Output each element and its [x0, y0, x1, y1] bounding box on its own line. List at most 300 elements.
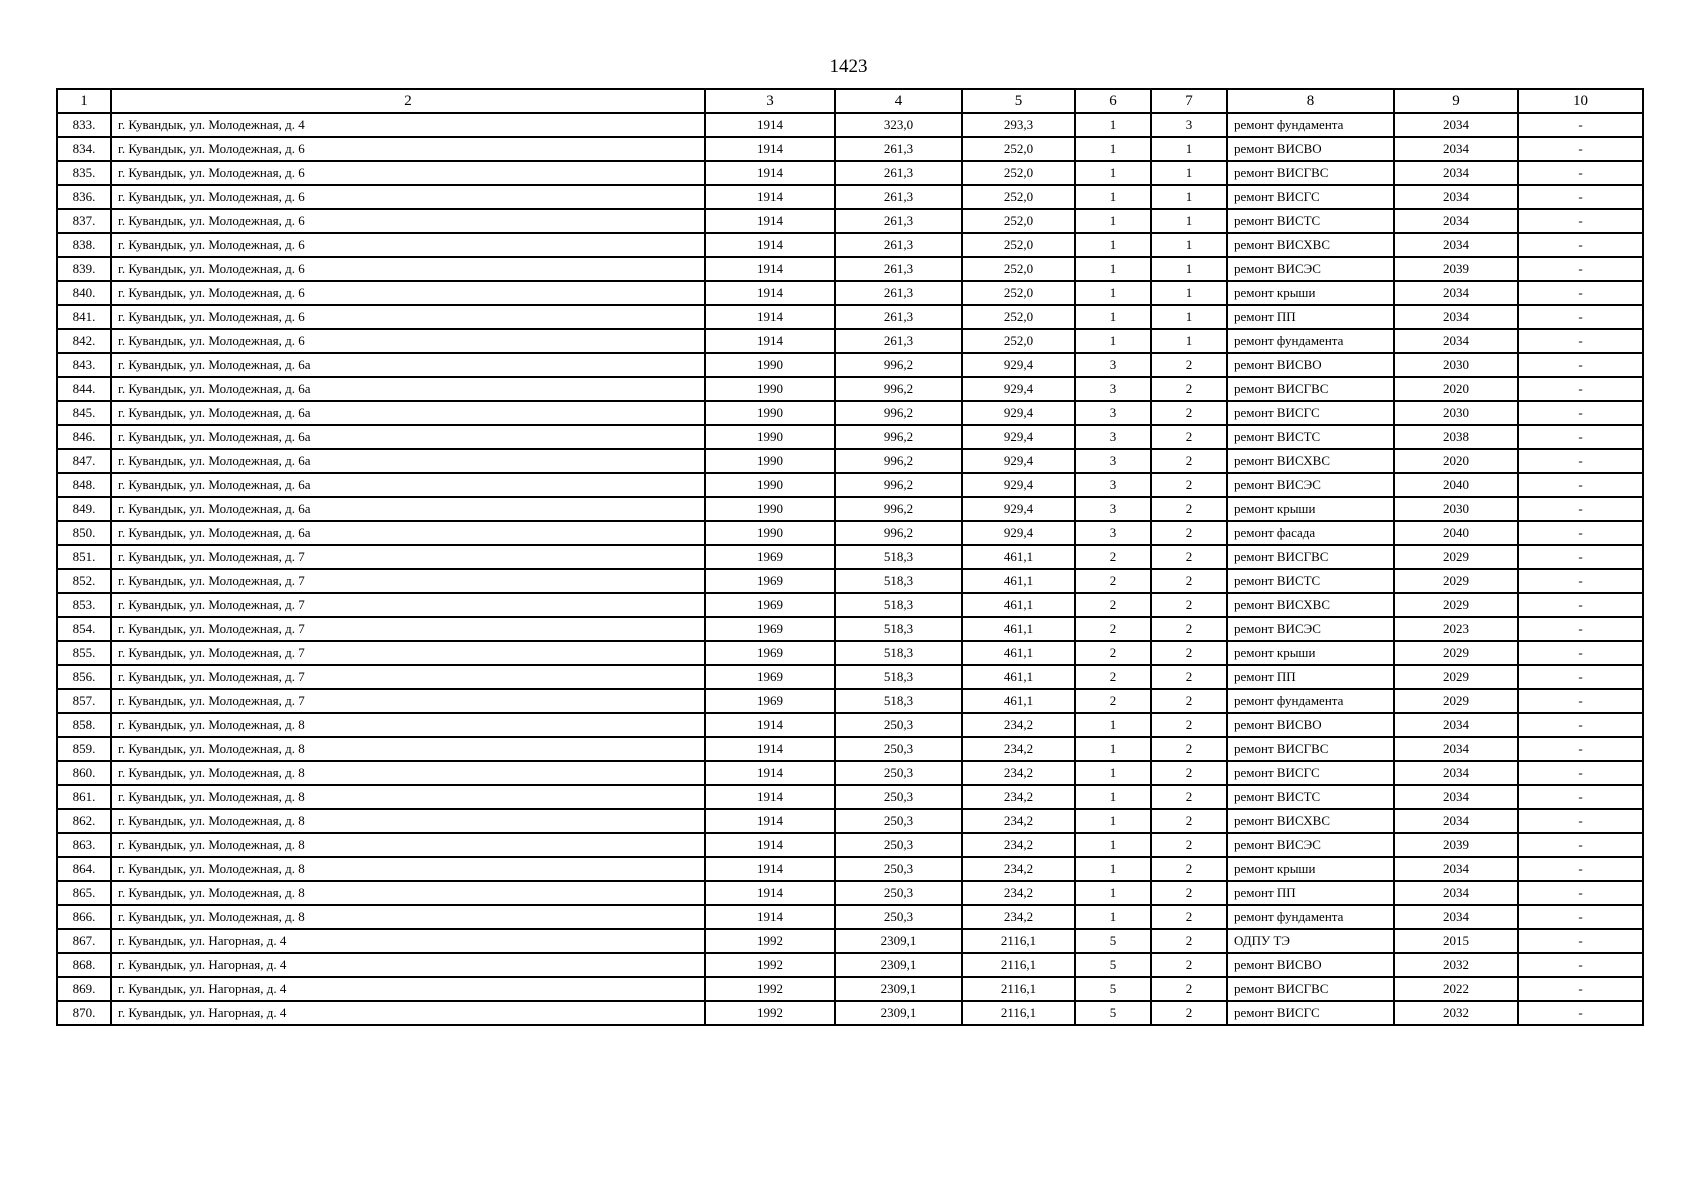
cell-floors: 1	[1075, 809, 1151, 833]
cell-address: г. Кувандык, ул. Молодежная, д. 8	[111, 737, 705, 761]
cell-living-area: 252,0	[962, 185, 1075, 209]
cell-address: г. Кувандык, ул. Молодежная, д. 6	[111, 257, 705, 281]
cell-row-number: 842.	[57, 329, 111, 353]
cell-floors: 1	[1075, 761, 1151, 785]
cell-living-area: 929,4	[962, 521, 1075, 545]
table-row	[57, 977, 1643, 1001]
cell-total-area: 996,2	[835, 449, 962, 473]
cell-floors: 2	[1075, 593, 1151, 617]
cell-work-type: ремонт фундамента	[1227, 689, 1394, 713]
cell-address: г. Кувандык, ул. Молодежная, д. 6	[111, 233, 705, 257]
cell-year-built: 1990	[705, 449, 835, 473]
cell-note: -	[1518, 185, 1643, 209]
cell-entrances: 2	[1151, 593, 1227, 617]
cell-row-number: 844.	[57, 377, 111, 401]
cell-year-built: 1990	[705, 401, 835, 425]
cell-note: -	[1518, 305, 1643, 329]
cell-living-area: 929,4	[962, 377, 1075, 401]
cell-note: -	[1518, 257, 1643, 281]
cell-living-area: 2116,1	[962, 977, 1075, 1001]
cell-row-number: 843.	[57, 353, 111, 377]
cell-year-built: 1969	[705, 689, 835, 713]
cell-total-area: 250,3	[835, 761, 962, 785]
cell-floors: 1	[1075, 785, 1151, 809]
cell-row-number: 853.	[57, 593, 111, 617]
cell-planned-year: 2030	[1394, 401, 1518, 425]
cell-year-built: 1992	[705, 977, 835, 1001]
cell-work-type: ремонт крыши	[1227, 857, 1394, 881]
cell-address: г. Кувандык, ул. Молодежная, д. 6а	[111, 521, 705, 545]
cell-entrances: 2	[1151, 809, 1227, 833]
cell-year-built: 1969	[705, 593, 835, 617]
cell-living-area: 929,4	[962, 353, 1075, 377]
cell-address: г. Кувандык, ул. Нагорная, д. 4	[111, 953, 705, 977]
table-row	[57, 881, 1643, 905]
cell-entrances: 2	[1151, 353, 1227, 377]
cell-floors: 1	[1075, 257, 1151, 281]
cell-living-area: 461,1	[962, 641, 1075, 665]
cell-living-area: 461,1	[962, 689, 1075, 713]
cell-planned-year: 2029	[1394, 665, 1518, 689]
cell-year-built: 1914	[705, 185, 835, 209]
cell-total-area: 996,2	[835, 497, 962, 521]
cell-row-number: 858.	[57, 713, 111, 737]
cell-work-type: ремонт ВИСГС	[1227, 1001, 1394, 1025]
cell-total-area: 250,3	[835, 905, 962, 929]
cell-planned-year: 2032	[1394, 953, 1518, 977]
cell-living-area: 461,1	[962, 545, 1075, 569]
table-row	[57, 185, 1643, 209]
cell-floors: 1	[1075, 329, 1151, 353]
cell-living-area: 929,4	[962, 401, 1075, 425]
cell-year-built: 1990	[705, 497, 835, 521]
table-row	[57, 449, 1643, 473]
cell-work-type: ремонт ВИСТС	[1227, 209, 1394, 233]
cell-note: -	[1518, 665, 1643, 689]
cell-address: г. Кувандык, ул. Молодежная, д. 7	[111, 545, 705, 569]
cell-living-area: 252,0	[962, 329, 1075, 353]
cell-year-built: 1914	[705, 209, 835, 233]
cell-year-built: 1914	[705, 113, 835, 137]
cell-floors: 5	[1075, 953, 1151, 977]
cell-floors: 1	[1075, 233, 1151, 257]
table-row	[57, 161, 1643, 185]
cell-note: -	[1518, 809, 1643, 833]
cell-total-area: 250,3	[835, 833, 962, 857]
cell-living-area: 252,0	[962, 281, 1075, 305]
cell-note: -	[1518, 953, 1643, 977]
cell-address: г. Кувандык, ул. Молодежная, д. 8	[111, 857, 705, 881]
cell-work-type: ремонт ВИСГС	[1227, 761, 1394, 785]
column-header: 1	[57, 89, 111, 113]
cell-row-number: 836.	[57, 185, 111, 209]
cell-total-area: 518,3	[835, 641, 962, 665]
cell-year-built: 1914	[705, 761, 835, 785]
cell-address: г. Кувандык, ул. Молодежная, д. 6	[111, 137, 705, 161]
cell-entrances: 2	[1151, 377, 1227, 401]
cell-row-number: 834.	[57, 137, 111, 161]
cell-address: г. Кувандык, ул. Молодежная, д. 6	[111, 305, 705, 329]
column-header: 2	[111, 89, 705, 113]
cell-total-area: 261,3	[835, 233, 962, 257]
cell-note: -	[1518, 977, 1643, 1001]
cell-entrances: 2	[1151, 617, 1227, 641]
cell-work-type: ремонт фундамента	[1227, 329, 1394, 353]
table-row	[57, 353, 1643, 377]
cell-total-area: 518,3	[835, 617, 962, 641]
cell-floors: 3	[1075, 353, 1151, 377]
table-row	[57, 593, 1643, 617]
cell-row-number: 855.	[57, 641, 111, 665]
cell-floors: 2	[1075, 569, 1151, 593]
column-header: 10	[1518, 89, 1643, 113]
cell-living-area: 234,2	[962, 905, 1075, 929]
cell-year-built: 1914	[705, 785, 835, 809]
cell-total-area: 996,2	[835, 401, 962, 425]
cell-floors: 2	[1075, 665, 1151, 689]
table-body	[57, 113, 1643, 1025]
table-row	[57, 521, 1643, 545]
cell-total-area: 996,2	[835, 377, 962, 401]
cell-total-area: 2309,1	[835, 1001, 962, 1025]
table-row	[57, 761, 1643, 785]
cell-total-area: 518,3	[835, 545, 962, 569]
cell-note: -	[1518, 905, 1643, 929]
cell-entrances: 1	[1151, 257, 1227, 281]
cell-planned-year: 2039	[1394, 257, 1518, 281]
table-row	[57, 137, 1643, 161]
cell-work-type: ремонт ВИСЭС	[1227, 257, 1394, 281]
cell-year-built: 1914	[705, 857, 835, 881]
header-row	[57, 89, 1643, 113]
cell-entrances: 2	[1151, 953, 1227, 977]
cell-living-area: 293,3	[962, 113, 1075, 137]
table-row	[57, 305, 1643, 329]
cell-work-type: ремонт ВИСВО	[1227, 137, 1394, 161]
cell-note: -	[1518, 617, 1643, 641]
cell-entrances: 2	[1151, 449, 1227, 473]
cell-total-area: 261,3	[835, 281, 962, 305]
cell-living-area: 234,2	[962, 833, 1075, 857]
cell-planned-year: 2034	[1394, 209, 1518, 233]
cell-floors: 1	[1075, 161, 1151, 185]
cell-floors: 3	[1075, 425, 1151, 449]
cell-address: г. Кувандык, ул. Молодежная, д. 7	[111, 689, 705, 713]
cell-work-type: ремонт ВИСТС	[1227, 785, 1394, 809]
cell-row-number: 860.	[57, 761, 111, 785]
cell-planned-year: 2034	[1394, 761, 1518, 785]
cell-row-number: 856.	[57, 665, 111, 689]
cell-planned-year: 2034	[1394, 713, 1518, 737]
table-row	[57, 113, 1643, 137]
cell-work-type: ремонт ВИСГС	[1227, 401, 1394, 425]
cell-address: г. Кувандык, ул. Молодежная, д. 4	[111, 113, 705, 137]
column-header: 8	[1227, 89, 1394, 113]
cell-note: -	[1518, 473, 1643, 497]
cell-entrances: 2	[1151, 929, 1227, 953]
cell-year-built: 1969	[705, 569, 835, 593]
cell-total-area: 250,3	[835, 785, 962, 809]
table-row	[57, 377, 1643, 401]
cell-total-area: 261,3	[835, 161, 962, 185]
cell-floors: 3	[1075, 521, 1151, 545]
cell-address: г. Кувандык, ул. Молодежная, д. 6а	[111, 473, 705, 497]
cell-work-type: ремонт ВИСТС	[1227, 569, 1394, 593]
cell-floors: 3	[1075, 473, 1151, 497]
cell-row-number: 835.	[57, 161, 111, 185]
cell-row-number: 869.	[57, 977, 111, 1001]
cell-total-area: 2309,1	[835, 953, 962, 977]
cell-planned-year: 2015	[1394, 929, 1518, 953]
table-row	[57, 665, 1643, 689]
cell-note: -	[1518, 593, 1643, 617]
cell-work-type: ремонт ВИСХВС	[1227, 233, 1394, 257]
cell-floors: 3	[1075, 401, 1151, 425]
cell-entrances: 2	[1151, 545, 1227, 569]
cell-work-type: ремонт ВИСЭС	[1227, 617, 1394, 641]
cell-planned-year: 2034	[1394, 305, 1518, 329]
cell-planned-year: 2034	[1394, 161, 1518, 185]
cell-year-built: 1969	[705, 545, 835, 569]
cell-planned-year: 2034	[1394, 857, 1518, 881]
table-row	[57, 905, 1643, 929]
page-number: 1423	[829, 56, 868, 77]
cell-work-type: ремонт ВИСВО	[1227, 953, 1394, 977]
cell-note: -	[1518, 521, 1643, 545]
table-row	[57, 641, 1643, 665]
cell-entrances: 1	[1151, 305, 1227, 329]
cell-total-area: 996,2	[835, 473, 962, 497]
cell-entrances: 2	[1151, 641, 1227, 665]
cell-entrances: 1	[1151, 161, 1227, 185]
cell-note: -	[1518, 497, 1643, 521]
cell-entrances: 2	[1151, 713, 1227, 737]
cell-total-area: 261,3	[835, 305, 962, 329]
cell-floors: 3	[1075, 449, 1151, 473]
cell-living-area: 252,0	[962, 233, 1075, 257]
cell-planned-year: 2030	[1394, 497, 1518, 521]
cell-year-built: 1990	[705, 353, 835, 377]
table-row	[57, 809, 1643, 833]
cell-work-type: ремонт ВИСГВС	[1227, 737, 1394, 761]
cell-address: г. Кувандык, ул. Молодежная, д. 8	[111, 833, 705, 857]
cell-floors: 1	[1075, 137, 1151, 161]
cell-address: г. Кувандык, ул. Молодежная, д. 8	[111, 785, 705, 809]
cell-year-built: 1914	[705, 233, 835, 257]
cell-address: г. Кувандык, ул. Молодежная, д. 6а	[111, 497, 705, 521]
cell-living-area: 252,0	[962, 137, 1075, 161]
cell-row-number: 867.	[57, 929, 111, 953]
cell-work-type: ремонт ВИСЭС	[1227, 473, 1394, 497]
cell-address: г. Кувандык, ул. Молодежная, д. 6а	[111, 377, 705, 401]
cell-planned-year: 2029	[1394, 689, 1518, 713]
cell-total-area: 250,3	[835, 713, 962, 737]
cell-address: г. Кувандык, ул. Нагорная, д. 4	[111, 977, 705, 1001]
cell-address: г. Кувандык, ул. Молодежная, д. 7	[111, 569, 705, 593]
cell-note: -	[1518, 137, 1643, 161]
cell-note: -	[1518, 569, 1643, 593]
cell-row-number: 851.	[57, 545, 111, 569]
cell-note: -	[1518, 449, 1643, 473]
cell-note: -	[1518, 713, 1643, 737]
cell-year-built: 1914	[705, 281, 835, 305]
cell-floors: 3	[1075, 497, 1151, 521]
cell-living-area: 2116,1	[962, 953, 1075, 977]
cell-total-area: 996,2	[835, 353, 962, 377]
cell-planned-year: 2034	[1394, 881, 1518, 905]
cell-entrances: 1	[1151, 209, 1227, 233]
cell-note: -	[1518, 833, 1643, 857]
cell-entrances: 2	[1151, 881, 1227, 905]
table-row	[57, 833, 1643, 857]
cell-entrances: 2	[1151, 521, 1227, 545]
cell-planned-year: 2023	[1394, 617, 1518, 641]
table-row	[57, 281, 1643, 305]
cell-address: г. Кувандык, ул. Молодежная, д. 6а	[111, 449, 705, 473]
cell-work-type: ремонт ПП	[1227, 881, 1394, 905]
cell-living-area: 2116,1	[962, 929, 1075, 953]
table-row	[57, 569, 1643, 593]
cell-entrances: 1	[1151, 329, 1227, 353]
cell-entrances: 1	[1151, 137, 1227, 161]
cell-address: г. Кувандык, ул. Молодежная, д. 6	[111, 329, 705, 353]
cell-total-area: 996,2	[835, 521, 962, 545]
cell-work-type: ремонт ВИСГВС	[1227, 161, 1394, 185]
table-row	[57, 209, 1643, 233]
cell-address: г. Кувандык, ул. Молодежная, д. 7	[111, 641, 705, 665]
column-header: 3	[705, 89, 835, 113]
cell-year-built: 1914	[705, 305, 835, 329]
column-header: 5	[962, 89, 1075, 113]
cell-year-built: 1914	[705, 881, 835, 905]
cell-work-type: ремонт ВИСХВС	[1227, 449, 1394, 473]
cell-row-number: 846.	[57, 425, 111, 449]
cell-year-built: 1914	[705, 713, 835, 737]
cell-total-area: 518,3	[835, 569, 962, 593]
table-row	[57, 1001, 1643, 1025]
cell-floors: 5	[1075, 977, 1151, 1001]
cell-floors: 1	[1075, 905, 1151, 929]
cell-note: -	[1518, 545, 1643, 569]
cell-year-built: 1914	[705, 137, 835, 161]
cell-address: г. Кувандык, ул. Молодежная, д. 7	[111, 617, 705, 641]
cell-note: -	[1518, 881, 1643, 905]
cell-total-area: 261,3	[835, 137, 962, 161]
cell-year-built: 1992	[705, 953, 835, 977]
cell-work-type: ремонт фундамента	[1227, 905, 1394, 929]
cell-total-area: 518,3	[835, 665, 962, 689]
cell-total-area: 250,3	[835, 857, 962, 881]
cell-address: г. Кувандык, ул. Молодежная, д. 8	[111, 881, 705, 905]
cell-floors: 2	[1075, 641, 1151, 665]
cell-work-type: ремонт крыши	[1227, 641, 1394, 665]
cell-address: г. Кувандык, ул. Молодежная, д. 8	[111, 713, 705, 737]
cell-planned-year: 2029	[1394, 545, 1518, 569]
cell-work-type: ремонт ВИСВО	[1227, 353, 1394, 377]
cell-entrances: 2	[1151, 857, 1227, 881]
cell-living-area: 234,2	[962, 761, 1075, 785]
cell-work-type: ремонт ВИСЭС	[1227, 833, 1394, 857]
cell-address: г. Кувандык, ул. Молодежная, д. 7	[111, 665, 705, 689]
cell-work-type: ремонт ВИСТС	[1227, 425, 1394, 449]
cell-address: г. Кувандык, ул. Молодежная, д. 6	[111, 161, 705, 185]
cell-year-built: 1914	[705, 809, 835, 833]
cell-planned-year: 2034	[1394, 233, 1518, 257]
cell-row-number: 839.	[57, 257, 111, 281]
cell-planned-year: 2034	[1394, 809, 1518, 833]
cell-work-type: ремонт ВИСГВС	[1227, 977, 1394, 1001]
cell-row-number: 861.	[57, 785, 111, 809]
cell-row-number: 862.	[57, 809, 111, 833]
cell-note: -	[1518, 641, 1643, 665]
cell-total-area: 250,3	[835, 881, 962, 905]
cell-floors: 1	[1075, 281, 1151, 305]
cell-row-number: 849.	[57, 497, 111, 521]
cell-year-built: 1990	[705, 521, 835, 545]
cell-row-number: 857.	[57, 689, 111, 713]
cell-note: -	[1518, 281, 1643, 305]
cell-entrances: 1	[1151, 281, 1227, 305]
cell-work-type: ремонт ВИСВО	[1227, 713, 1394, 737]
cell-row-number: 859.	[57, 737, 111, 761]
cell-total-area: 261,3	[835, 329, 962, 353]
cell-planned-year: 2020	[1394, 377, 1518, 401]
cell-note: -	[1518, 761, 1643, 785]
cell-living-area: 252,0	[962, 305, 1075, 329]
cell-living-area: 929,4	[962, 449, 1075, 473]
cell-row-number: 870.	[57, 1001, 111, 1025]
cell-address: г. Кувандык, ул. Молодежная, д. 6	[111, 281, 705, 305]
cell-note: -	[1518, 401, 1643, 425]
cell-total-area: 996,2	[835, 425, 962, 449]
cell-address: г. Кувандык, ул. Молодежная, д. 6а	[111, 425, 705, 449]
table-row	[57, 401, 1643, 425]
cell-row-number: 838.	[57, 233, 111, 257]
cell-total-area: 261,3	[835, 209, 962, 233]
cell-living-area: 252,0	[962, 209, 1075, 233]
cell-row-number: 854.	[57, 617, 111, 641]
cell-address: г. Кувандык, ул. Молодежная, д. 8	[111, 761, 705, 785]
cell-work-type: ремонт ПП	[1227, 665, 1394, 689]
cell-floors: 1	[1075, 209, 1151, 233]
cell-planned-year: 2039	[1394, 833, 1518, 857]
cell-note: -	[1518, 209, 1643, 233]
cell-row-number: 833.	[57, 113, 111, 137]
cell-year-built: 1914	[705, 257, 835, 281]
cell-planned-year: 2034	[1394, 113, 1518, 137]
cell-floors: 1	[1075, 833, 1151, 857]
cell-note: -	[1518, 425, 1643, 449]
cell-planned-year: 2029	[1394, 569, 1518, 593]
cell-planned-year: 2034	[1394, 329, 1518, 353]
cell-row-number: 864.	[57, 857, 111, 881]
cell-total-area: 518,3	[835, 689, 962, 713]
cell-year-built: 1914	[705, 737, 835, 761]
cell-work-type: ОДПУ ТЭ	[1227, 929, 1394, 953]
table-row	[57, 713, 1643, 737]
cell-note: -	[1518, 857, 1643, 881]
cell-floors: 1	[1075, 857, 1151, 881]
cell-year-built: 1969	[705, 641, 835, 665]
cell-planned-year: 2020	[1394, 449, 1518, 473]
cell-planned-year: 2030	[1394, 353, 1518, 377]
cell-entrances: 2	[1151, 905, 1227, 929]
cell-work-type: ремонт ВИСХВС	[1227, 809, 1394, 833]
cell-entrances: 2	[1151, 761, 1227, 785]
cell-entrances: 2	[1151, 569, 1227, 593]
cell-living-area: 234,2	[962, 881, 1075, 905]
column-header: 6	[1075, 89, 1151, 113]
